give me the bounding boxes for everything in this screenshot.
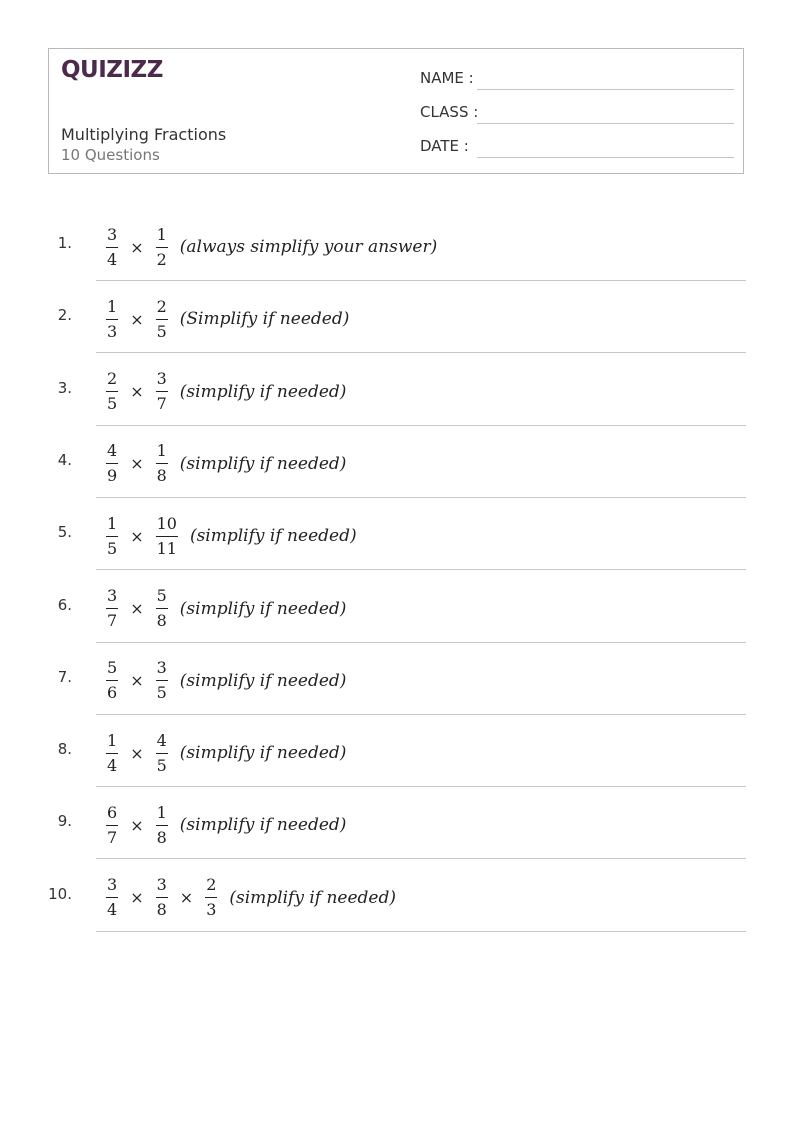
question-instruction: (simplify if needed) <box>179 598 347 619</box>
fraction <box>106 441 118 486</box>
fraction-denominator: 5 <box>156 755 167 775</box>
fraction-numerator: 4 <box>156 730 167 750</box>
fraction-numerator: 2 <box>206 875 217 895</box>
question-number: 8. <box>57 740 72 759</box>
fraction-denominator: 4 <box>107 900 118 920</box>
fraction-numerator: 3 <box>156 875 167 895</box>
question-instruction: (simplify if needed) <box>179 453 347 474</box>
fraction-numerator: 3 <box>107 224 118 244</box>
question-item <box>0 656 746 728</box>
fraction <box>205 875 217 920</box>
multiply-sign: × <box>130 526 144 546</box>
fraction-denominator: 8 <box>156 611 167 630</box>
fraction-numerator: 3 <box>156 369 167 389</box>
multiply-sign: × <box>179 888 194 908</box>
fraction <box>106 658 118 703</box>
fraction-numerator: 2 <box>156 296 167 316</box>
multiply-sign: × <box>130 382 144 402</box>
multiply-sign: × <box>130 671 144 691</box>
fraction <box>156 225 168 270</box>
class-field[interactable] <box>420 103 734 125</box>
question-expression <box>104 800 346 850</box>
fraction-numerator: 3 <box>107 586 118 605</box>
fraction-denominator: 8 <box>156 466 167 486</box>
fraction <box>156 731 168 776</box>
fraction-denominator: 4 <box>107 755 118 775</box>
answer-line[interactable] <box>96 931 746 932</box>
fraction <box>106 297 118 342</box>
question-item <box>0 294 746 366</box>
fraction-denominator: 2 <box>156 249 167 269</box>
fraction-numerator: 1 <box>156 802 167 822</box>
question-instruction: (simplify if needed) <box>179 743 347 764</box>
fraction <box>106 803 118 848</box>
multiply-sign: × <box>130 309 144 329</box>
multiply-sign: × <box>130 815 144 835</box>
question-number: 2. <box>57 306 72 325</box>
fraction <box>106 875 118 920</box>
fraction <box>106 586 118 631</box>
fraction-denominator: 9 <box>107 466 118 486</box>
fraction <box>156 586 168 631</box>
fraction-numerator: 1 <box>107 296 118 316</box>
fraction <box>156 441 168 486</box>
question-number: 3. <box>57 378 72 397</box>
question-expression <box>104 511 357 561</box>
quizizz-logo: QUIZIZZ <box>61 57 163 83</box>
question-expression <box>104 728 346 778</box>
question-expression <box>104 439 346 489</box>
question-instruction: (simplify if needed) <box>179 670 347 691</box>
question-instruction: (always simplify your answer) <box>179 237 438 257</box>
question-number: 4. <box>57 450 72 469</box>
class-line[interactable] <box>477 123 734 124</box>
date-field[interactable] <box>420 137 734 159</box>
worksheet-header <box>48 48 744 174</box>
class-label: CLASS : <box>420 103 479 121</box>
multiply-sign: × <box>130 888 144 908</box>
fraction-denominator: 3 <box>107 321 118 341</box>
fraction <box>156 658 168 703</box>
fraction-denominator: 6 <box>107 683 118 703</box>
question-instruction: (simplify if needed) <box>189 526 357 547</box>
fraction <box>106 514 118 559</box>
question-instruction: (Simplify if needed) <box>179 309 350 330</box>
name-label: NAME : <box>420 69 474 87</box>
worksheet-title: Multiplying Fractions <box>61 125 227 144</box>
fraction <box>106 731 118 776</box>
multiply-sign: × <box>130 454 144 474</box>
fraction-numerator: 5 <box>156 586 167 605</box>
fraction-numerator: 5 <box>107 658 118 678</box>
fraction-denominator: 5 <box>107 538 118 558</box>
question-item <box>0 511 746 583</box>
question-instruction: (simplify if needed) <box>179 381 347 402</box>
fraction-numerator: 1 <box>156 441 167 461</box>
fraction-denominator: 7 <box>156 394 167 414</box>
question-number: 10. <box>48 884 72 903</box>
question-number: 9. <box>57 812 72 831</box>
fraction-denominator: 4 <box>107 249 118 269</box>
question-expression <box>104 294 349 344</box>
fraction-denominator: 7 <box>107 611 118 630</box>
answer-line[interactable] <box>96 352 746 353</box>
question-item <box>0 222 746 294</box>
fraction <box>156 369 168 414</box>
name-field[interactable] <box>420 69 734 91</box>
fraction <box>156 514 178 559</box>
fraction-denominator: 8 <box>156 900 167 920</box>
question-count: 10 Questions <box>61 146 160 164</box>
date-label: DATE : <box>420 137 469 155</box>
question-instruction: (simplify if needed) <box>229 887 397 908</box>
fraction-numerator: 2 <box>107 369 118 389</box>
fraction-denominator: 7 <box>107 827 118 847</box>
fraction-numerator: 1 <box>107 730 118 750</box>
question-expression <box>104 584 346 634</box>
name-line[interactable] <box>477 89 734 90</box>
question-expression <box>104 367 346 417</box>
fraction-denominator: 8 <box>156 827 167 847</box>
question-item <box>0 367 746 439</box>
question-item <box>0 728 746 800</box>
fraction <box>156 875 168 920</box>
answer-line[interactable] <box>96 858 746 859</box>
question-number: 1. <box>57 234 72 252</box>
fraction-denominator: 11 <box>156 538 177 558</box>
fraction-denominator: 5 <box>107 394 118 414</box>
question-expression <box>104 873 396 923</box>
question-number: 5. <box>57 523 72 542</box>
question-item <box>0 439 746 511</box>
answer-line[interactable] <box>96 280 746 281</box>
question-expression <box>104 656 346 706</box>
fraction-numerator: 3 <box>156 658 167 678</box>
question-instruction: (simplify if needed) <box>179 815 347 836</box>
fraction <box>156 803 168 848</box>
fraction-denominator: 3 <box>206 900 217 920</box>
question-item <box>0 584 746 656</box>
answer-line[interactable] <box>96 425 746 426</box>
fraction-numerator: 10 <box>156 513 177 533</box>
multiply-sign: × <box>130 743 144 763</box>
answer-line[interactable] <box>96 497 746 498</box>
answer-line[interactable] <box>96 714 746 715</box>
fraction-denominator: 5 <box>156 321 167 341</box>
question-item <box>0 800 746 872</box>
answer-line[interactable] <box>96 569 746 570</box>
question-number: 6. <box>57 595 72 614</box>
fraction-numerator: 1 <box>107 513 118 533</box>
fraction-numerator: 3 <box>107 875 118 895</box>
fraction-numerator: 4 <box>107 441 118 461</box>
question-number: 7. <box>57 667 72 686</box>
fraction-numerator: 6 <box>107 802 118 822</box>
fraction <box>106 369 118 414</box>
question-expression <box>104 222 437 272</box>
answer-line[interactable] <box>96 786 746 787</box>
multiply-sign: × <box>130 599 144 618</box>
date-line[interactable] <box>477 157 734 158</box>
multiply-sign: × <box>130 237 144 257</box>
fraction <box>106 225 118 270</box>
fraction-denominator: 5 <box>156 683 167 703</box>
fraction-numerator: 1 <box>156 224 167 244</box>
answer-line[interactable] <box>96 642 746 643</box>
fraction <box>156 297 168 342</box>
question-item <box>0 873 746 945</box>
